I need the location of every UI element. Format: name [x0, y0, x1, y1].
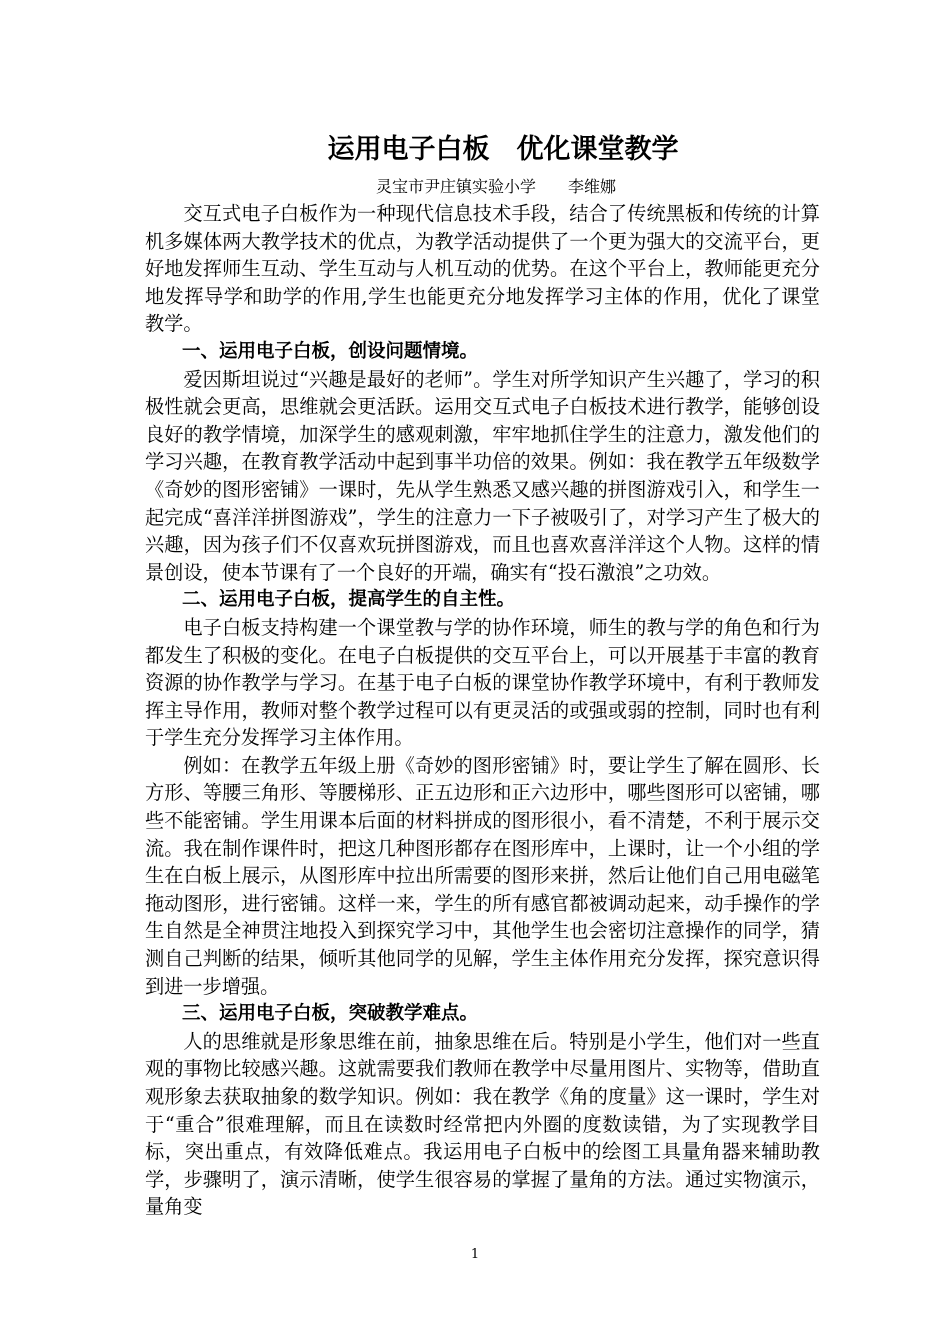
section-heading-3: 三、运用电子白板，突破教学难点。 — [182, 1003, 479, 1025]
page-number: 1 — [470, 1247, 480, 1262]
section-heading-1: 一、运用电子白板，创设问题情境。 — [182, 340, 479, 362]
section-1-paragraph-1: 爱因斯坦说过“兴趣是最好的老师”。学生对所学知识产生兴趣了，学习的积极性就会更高，思维就会更活跃。运用交互式电子白板技术进行教学，能够创设良好的教学情境，加深学生的感观刺激，牢牢地抓住学生的注意力，激发他们的学习兴趣，在教育教学活动中起到事半功倍的效果。例如：我在教学五年级数学《奇妙的图形密铺》一课时，先从学生熟悉又感兴趣的拼图游戏引入，和学生一起完成“喜洋洋拼图游戏”，学生的注意力一下子被吸引了，对学习产生了极大的兴趣，因为孩子们不仅喜欢玩拼图游戏，而且也喜欢喜洋洋这个人物。这样的情景创设，使本节课有了一个良好的开端，确实有“投石激浪”之功效。 — [145, 367, 820, 584]
intro-paragraph: 交互式电子白板作为一种现代信息技术手段，结合了传统黑板和传统的计算机多媒体两大教学技术的优点，为教学活动提供了一个更为强大的交流平台，更好地发挥师生互动、学生互动与人机互动的优势。在这个平台上，教师能更充分地发挥导学和助学的作用,学生也能更充分地发挥学习主体的作用，优化了课堂教学。 — [145, 202, 820, 336]
document-title: 运用电子白板 优化课堂教学 — [327, 134, 679, 165]
section-2-paragraph-1: 电子白板支持构建一个课堂教与学的协作环境，师生的教与学的角色和行为都发生了积极的变化。在电子白板提供的交互平台上，可以开展基于丰富的教育资源的协作教学与学习。在基于电子白板的课堂协作教学环境中，有利于教师发挥主导作用，教师对整个教学过程可以有更灵活的或强或弱的控制，同时也有利于学生充分发挥学习主体作用。 — [145, 615, 820, 750]
article-body — [145, 200, 820, 1221]
section-3-paragraph-1: 人的思维就是形象思维在前，抽象思维在后。特别是小学生，他们对一些直观的事物比较感兴趣。这就需要我们教师在教学中尽量用图片、实物等，借助直观形象去获取抽象的数学知识。例如：我在教学《角的度量》这一课时，学生对于“重合”很难理解，而且在读数时经常把内外圈的度数读错，为了实现教学目标，突出重点，有效降低难点。我运用电子白板中的绘图工具量角器来辅助教学，步骤明了，演示清晰，使学生很容易的掌握了量角的方法。通过实物演示，量角变 — [145, 1029, 820, 1219]
author-byline: 灵宝市尹庄镇实验小学 李维娜 — [375, 177, 616, 196]
section-heading-2: 二、运用电子白板，提高学生的自主性。 — [182, 589, 516, 611]
section-2-paragraph-2: 例如：在教学五年级上册《奇妙的图形密铺》时，要让学生了解在圆形、长方形、等腰三角形、等腰梯形、正五边形和正六边形中，哪些图形可以密铺，哪些不能密铺。学生用课本后面的材料拼成的图形很小，看不清楚，不利于展示交流。我在制作课件时，把这几种图形都存在图形库中，上课时，让一个小组的学生在白板上展示，从图形库中拉出所需要的图形来拼，然后让他们自己用电磁笔拖动图形，进行密铺。这样一来，学生的所有感官都被调动起来，动手操作的学生自然是全神贯注地投入到探究学习中，其他学生也会密切注意操作的同学，猜测自己判断的结果，倾听其他同学的见解，学生主体作用充分发挥，探究意识得到进一步增强。 — [145, 753, 820, 998]
